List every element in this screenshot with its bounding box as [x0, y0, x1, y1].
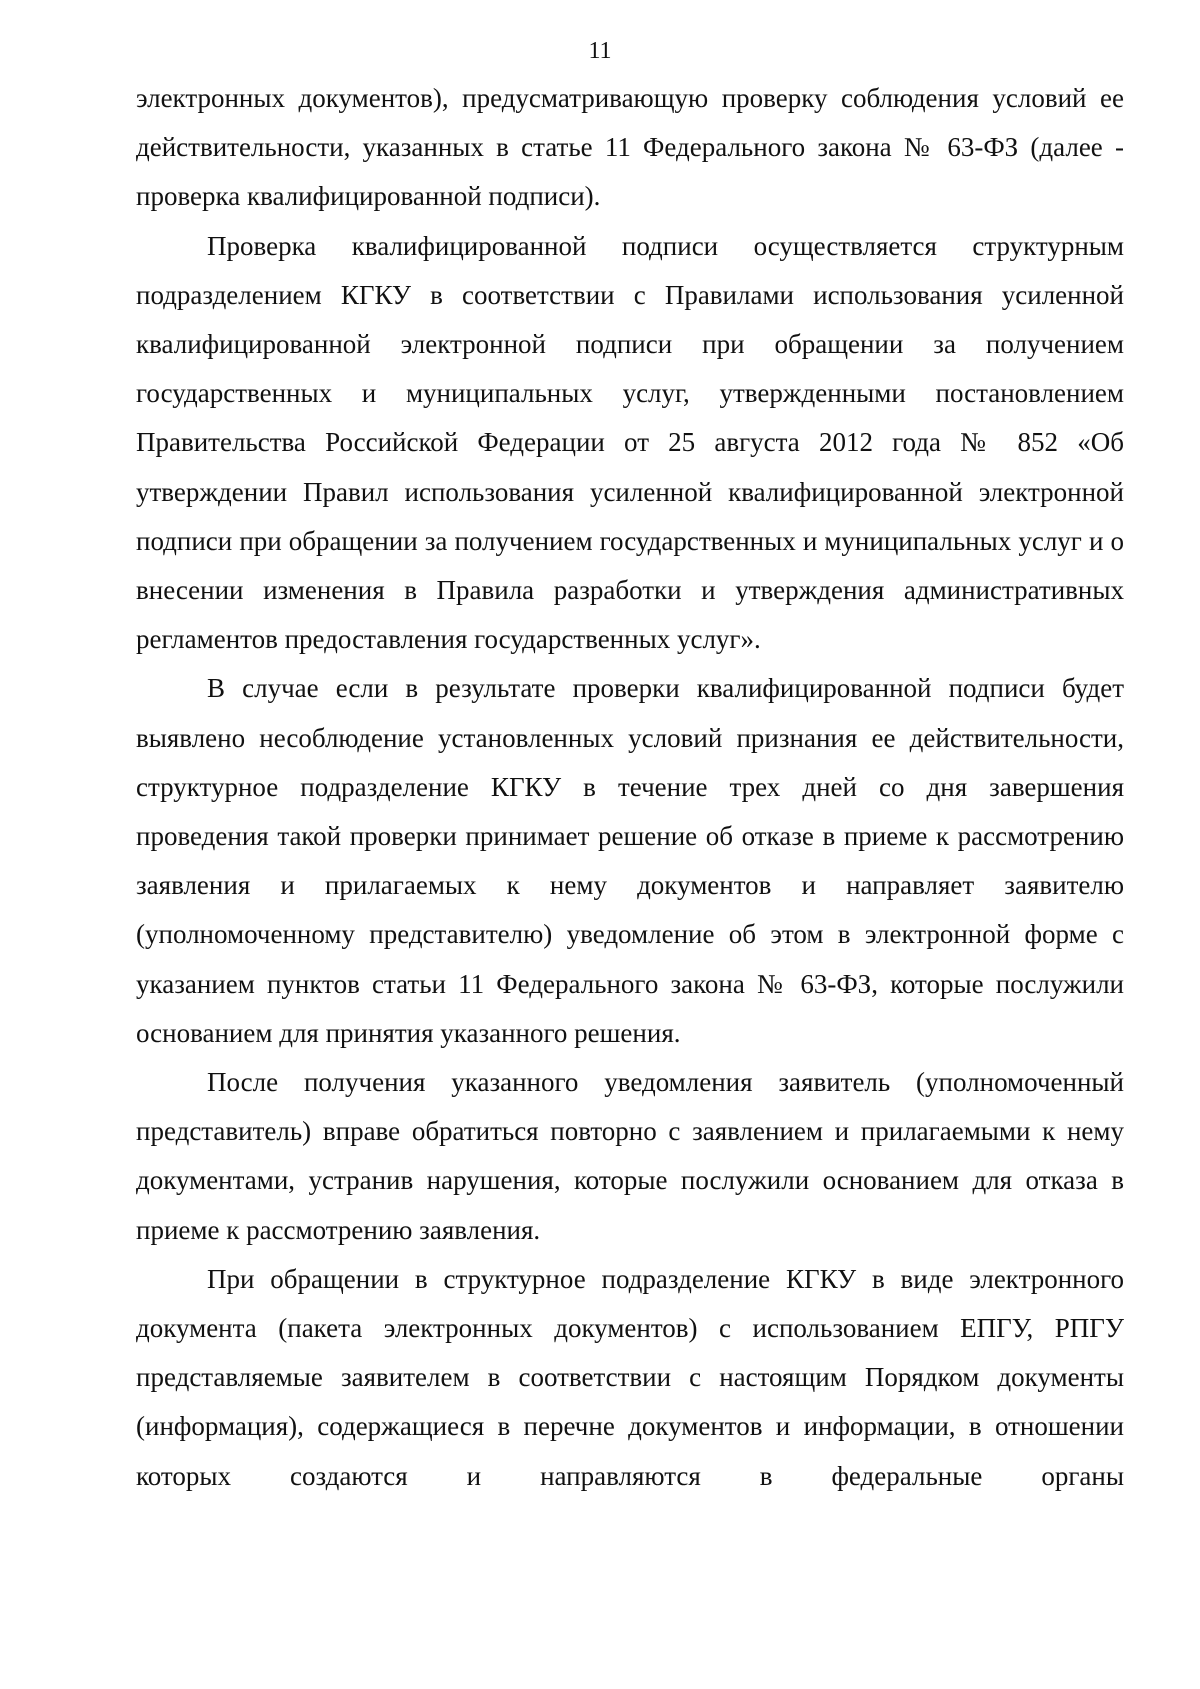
page-number: 11 — [588, 38, 612, 64]
paragraph-repeat-request: После получения указанного уведомления заявитель (уполномоченный представитель) вправе обратиться повторно с заявлением и прилагаемыми к нему документами, устранив нарушения, которые послужили основанием для отказа в приеме к рассмотрению заявления. — [136, 1067, 1124, 1245]
paragraph-refusal: В случае если в результате проверки квалифицированной подписи будет выявлено несоблюдение установленных условий признания ее действительности, структурное подразделение КГКУ в течение трех дней со дня завершения проведения такой проверки принимает решение об отказе в приеме к рассмотрению заявления и прилагаемых к нему документов и направляет заявителю (уполномоченному представителю) уведомление об этом в электронной форме с указанием пунктов статьи 11 Федерального закона № 63-ФЗ, которые послужили основанием для принятия указанного решения. — [136, 673, 1124, 1048]
document-body — [136, 74, 1124, 1501]
paragraph-epgu-documents: При обращении в структурное подразделение КГКУ в виде электронного документа (пакета электронных документов) с использованием ЕПГУ, РПГУ представляемые заявителем в соответствии с настоящим Порядком документы (информация), содержащиеся в перечне документов и информации, в отношении которых создаются и направляются в федеральные органы — [136, 1263, 1124, 1491]
paragraph-signature-check: Проверка квалифицированной подписи осуществляется структурным подразделением КГКУ в соответствии с Правилами использования усиленной квалифицированной электронной подписи при обращении за получением государственных и муниципальных услуг, утвержденными постановлением Правительства Российской Федерации от 25 августа 2012 года № 852 «Об утверждении Правил использования усиленной квалифицированной электронной подписи при обращении за получением государственных и муниципальных услуг и о внесении изменения в Правила разработки и утверждения административных регламентов предоставления государственных услуг». — [136, 230, 1124, 655]
paragraph-continuation: электронных документов), предусматривающую проверку соблюдения условий ее действительности, указанных в статье 11 Федерального закона № 63-ФЗ (далее - проверка квалифицированной подписи). — [136, 83, 1124, 212]
